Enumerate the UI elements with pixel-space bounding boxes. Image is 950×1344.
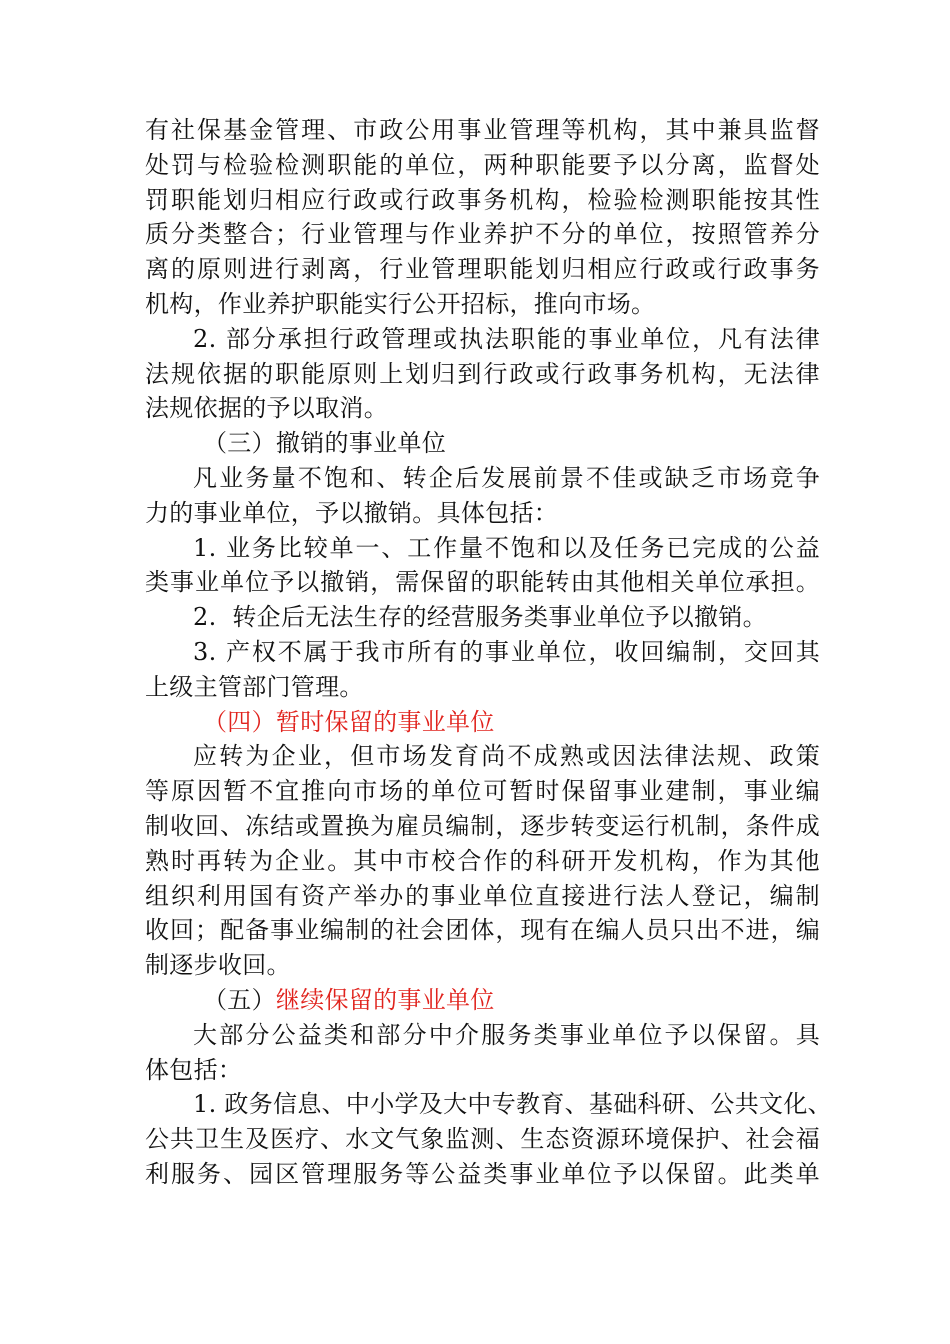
paragraph-line: 1. 业务比较单一、工作量不饱和以及任务已完成的公益 — [193, 533, 820, 562]
paragraph-line: 离的原则进行剥离，行业管理职能划归相应行政或行政事务 — [145, 255, 820, 284]
paragraph-line: 体包括： — [145, 1055, 243, 1084]
paragraph-line: 2. 转企后无法生存的经营服务类事业单位予以撤销。 — [193, 603, 767, 632]
section-heading-three: （三）撤销的事业单位 — [203, 429, 446, 458]
paragraph-line: 收回；配备事业编制的社会团体，现有在编人员只出不进，编 — [145, 916, 820, 945]
paragraph-line: 熟时再转为企业。其中市校合作的科研开发机构，作为其他 — [145, 846, 820, 875]
section-heading-five-number: （五） — [203, 985, 276, 1014]
paragraph-line: 利服务、园区管理服务等公益类事业单位予以保留。此类单 — [145, 1159, 820, 1188]
paragraph-line: 法规依据的予以取消。 — [145, 394, 388, 423]
section-heading-five — [145, 983, 820, 1018]
paragraph-line: 有社保基金管理、市政公用事业管理等机构，其中兼具监督 — [145, 116, 820, 144]
paragraph-line: 类事业单位予以撤销，需保留的职能转由其他相关单位承担。 — [145, 568, 820, 597]
paragraph-line: 等原因暂不宜推向市场的单位可暂时保留事业建制，事业编 — [145, 777, 820, 806]
paragraph-line: 上级主管部门管理。 — [145, 672, 364, 701]
paragraph-line: 法规依据的职能原则上划归到行政或行政事务机构，无法律 — [145, 359, 820, 388]
section-heading-four: （四）暂时保留的事业单位 — [203, 707, 495, 736]
paragraph-line: 2. 部分承担行政管理或执法职能的事业单位，凡有法律 — [193, 324, 820, 353]
paragraph-line: 组织利用国有资产举办的事业单位直接进行法人登记，编制 — [145, 881, 820, 910]
section-heading-five-title: 继续保留的事业单位 — [275, 985, 495, 1014]
paragraph-line: 凡业务量不饱和、转企后发展前景不佳或缺乏市场竞争 — [193, 463, 820, 492]
paragraph-line: 3. 产权不属于我市所有的事业单位，收回编制，交回其 — [193, 637, 820, 666]
paragraph-line: 处罚与检验检测职能的单位，两种职能要予以分离，监督处 — [145, 150, 820, 179]
paragraph-line: 公共卫生及医疗、水文气象监测、生态资源环境保护、社会福 — [145, 1125, 820, 1154]
paragraph-line: 大部分公益类和部分中介服务类事业单位予以保留。具 — [193, 1020, 820, 1049]
paragraph-line: 1. 政务信息、中小学及大中专教育、基础科研、公共文化、 — [193, 1090, 832, 1119]
document-body — [145, 113, 832, 1192]
paragraph-line: 机构，作业养护职能实行公开招标，推向市场。 — [145, 289, 656, 318]
paragraph-line: 力的事业单位，予以撤销。具体包括： — [145, 498, 559, 527]
paragraph-line: 制逐步收回。 — [145, 951, 291, 980]
paragraph-line: 应转为企业，但市场发育尚不成熟或因法律法规、政策 — [193, 742, 820, 771]
paragraph-line: 质分类整合；行业管理与作业养护不分的单位，按照管养分 — [145, 220, 820, 249]
paragraph-line: 罚职能划归相应行政或行政事务机构，检验检测职能按其性 — [145, 185, 820, 214]
paragraph-line: 制收回、冻结或置换为雇员编制，逐步转变运行机制，条件成 — [145, 811, 820, 840]
